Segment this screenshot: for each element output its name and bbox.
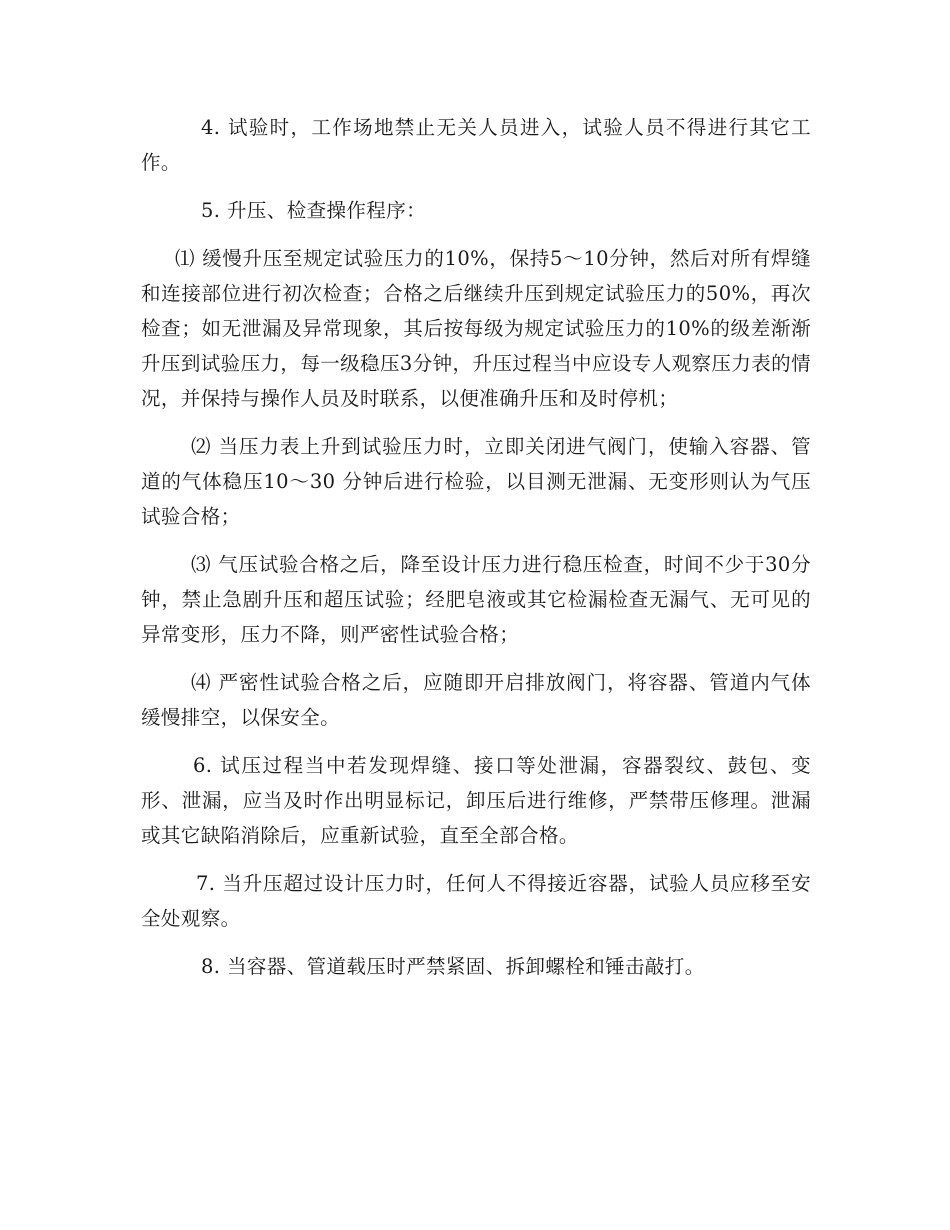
paragraph-subitem-3: ⑶ 气压试验合格之后，降至设计压力进行稳压检查，时间不少于30分钟，禁止急剧升压和超压试验；经肥皂液或其它检漏检查无漏气、无可见的异常变形，压力不降，则严密性试验合格； — [141, 553, 811, 646]
paragraph-item-8: 8. 当容器、管道载压时严禁紧固、拆卸螺栓和锤击敲打。 — [201, 955, 705, 978]
paragraph-subitem-4: ⑷ 严密性试验合格之后，应随即开启排放阀门，将容器、管道内气体缓慢排空，以保安全。 — [141, 671, 811, 729]
document-body — [141, 110, 811, 997]
paragraph-item-6: 6. 试压过程当中若发现焊缝、接口等处泄漏，容器裂纹、鼓包、变形、泄漏，应当及时作出明显标记，卸压后进行维修，严禁带压修理。泄漏或其它缺陷消除后，应重新试验，直至全部合格。 — [141, 754, 811, 847]
paragraph-item-7: 7. 当升压超过设计压力时，任何人不得接近容器，试验人员应移至安全处观察。 — [141, 872, 811, 930]
paragraph-item-5: 5. 升压、检查操作程序： — [201, 199, 427, 222]
paragraph-item-4: 4. 试验时，工作场地禁止无关人员进入，试验人员不得进行其它工作。 — [141, 116, 811, 174]
paragraph-subitem-2: ⑵ 当压力表上升到试验压力时，立即关闭进气阀门，使输入容器、管道的气体稳压10～30 分钟后进行检验，以目测无泄漏、无变形则认为气压试验合格； — [141, 435, 811, 528]
paragraph-subitem-1: ⑴ 缓慢升压至规定试验压力的10%，保持5～10分钟，然后对所有焊缝和连接部位进行初次检查；合格之后继续升压到规定试验压力的50%，再次检查；如无泄漏及异常现象，其后按每级为规定试验压力的10%的级差渐渐升压到试验压力，每一级稳压3分钟，升压过程当中应设专人观察压力表的情况，并保持与操作人员及时联系，以便准确升压和及时停机； — [141, 247, 811, 410]
